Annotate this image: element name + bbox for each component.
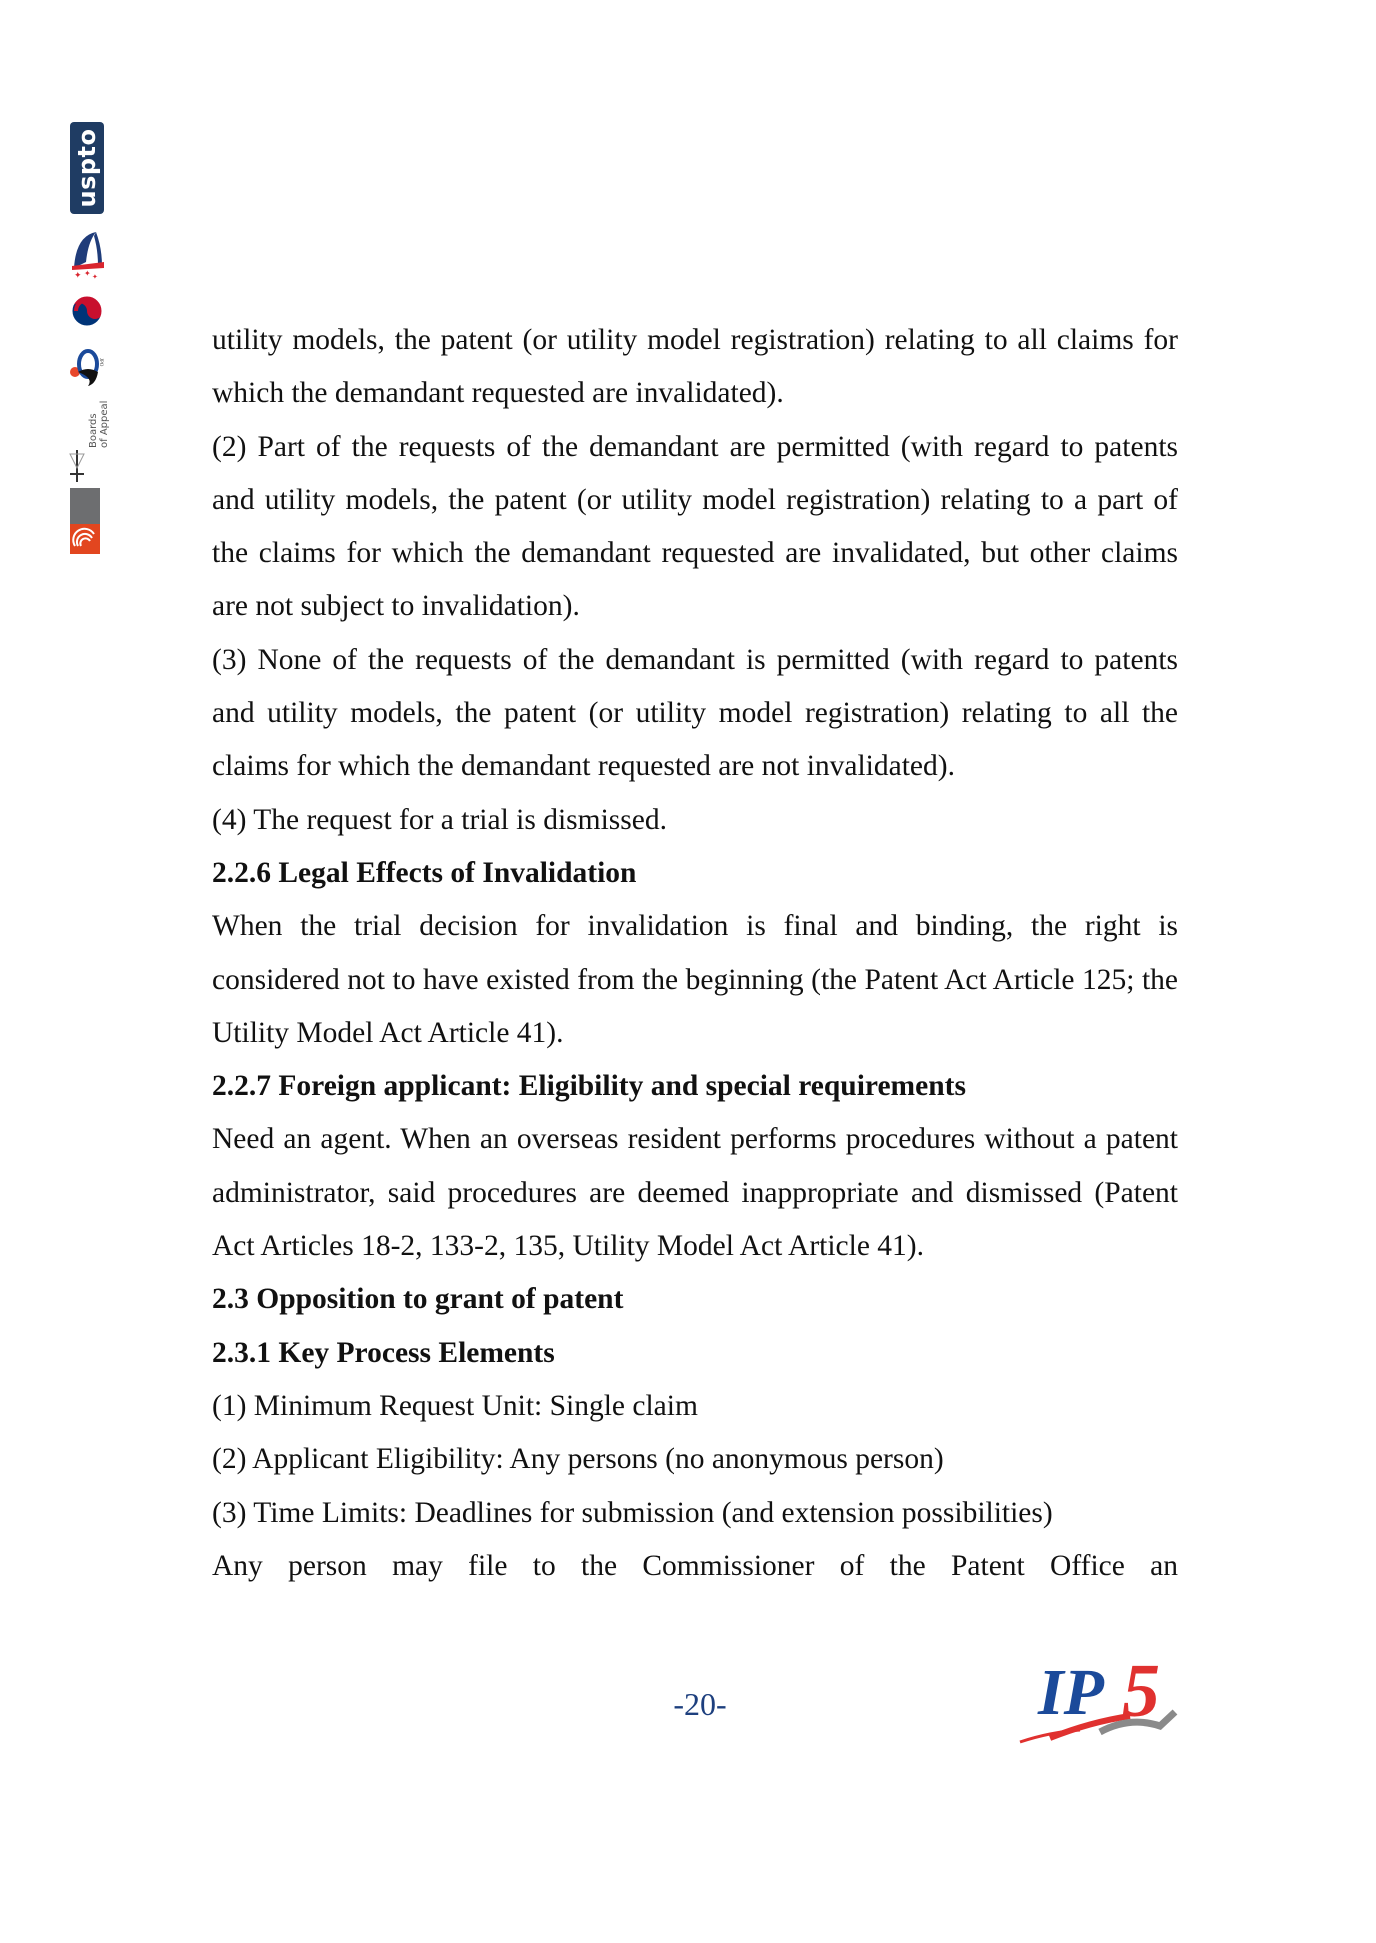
kipo-logo [66,290,108,332]
of-appeal-label: of Appeal [99,400,110,448]
page-number: -20- [673,1686,727,1722]
paragraph-legal-effects: When the trial decision for invalidation is final and binding, the right is considered not to have existed from the beginning (the Patent Act Article 125; the Utility Model Act Article 41). [212,910,1178,1049]
boards-label: Boards [88,413,99,448]
svg-text:JPO: JPO [98,358,103,367]
uspto-logo [70,122,104,214]
euipo-logo-grey-band [70,488,100,524]
euipo-logo [70,488,100,554]
heading-2-3-1: 2.3.1 Key Process Elements [212,1336,555,1369]
paragraph-opposition-filing: Any person may file to the Commissioner of the Patent Office an [212,1549,1178,1582]
ip5-logo [1010,1646,1182,1748]
paragraph-minimum-request-unit: (1) Minimum Request Unit: Single claim [212,1389,698,1422]
paragraph-item-2-partial-permitted: (2) Part of the requests of the demandant are permitted (with regard to patents and utility models, the patent (or utility model registration) relating to a part of the claims for which the demandant requested are invalidated, but other claims are not subject to invalidation). [212,430,1178,623]
svg-text:✦: ✦ [92,273,98,280]
euipo-logo-orange-band [70,524,100,554]
boards-of-appeal-logo [66,398,108,484]
paragraph-item-3-none-permitted: (3) None of the requests of the demandant is permitted (with regard to patents and utility models, the patent (or utility model registration) relating to all the claims for which the demandant requested are not invalidated). [212,643,1178,783]
svg-text:✦: ✦ [84,269,91,278]
heading-2-2-6: 2.2.6 Legal Effects of Invalidation [212,856,637,889]
document-body [212,314,1178,1593]
ip5-logo-ip: IP [1038,1656,1104,1729]
jpo-logo [66,344,108,388]
paragraph-claims-invalidated-continuation: utility models, the patent (or utility model registration) relating to all claims for which the demandant requested are invalidated). [212,324,1178,410]
uspto-logo-text: uspto [73,128,101,208]
paragraph-foreign-applicant: Need an agent. When an overseas resident performs procedures without a patent administrator, said procedures are deemed inappropriate and dismissed (Patent Act Articles 18-2, 133-2, 135, Utility Model Act Article 41). [212,1123,1178,1263]
ip5-logo-5: 5 [1122,1649,1160,1733]
heading-2-3: 2.3 Opposition to grant of patent [212,1283,624,1316]
svg-text:✦: ✦ [74,270,82,280]
office-logos-strip [66,118,108,558]
cnipa-logo [66,228,108,280]
paragraph-item-4-dismissed: (4) The request for a trial is dismissed. [212,803,667,836]
paragraph-time-limits: (3) Time Limits: Deadlines for submission (and extension possibilities) [212,1496,1053,1529]
heading-2-2-7: 2.2.7 Foreign applicant: Eligibility and special requirements [212,1070,966,1103]
paragraph-applicant-eligibility: (2) Applicant Eligibility: Any persons (no anonymous person) [212,1443,944,1476]
